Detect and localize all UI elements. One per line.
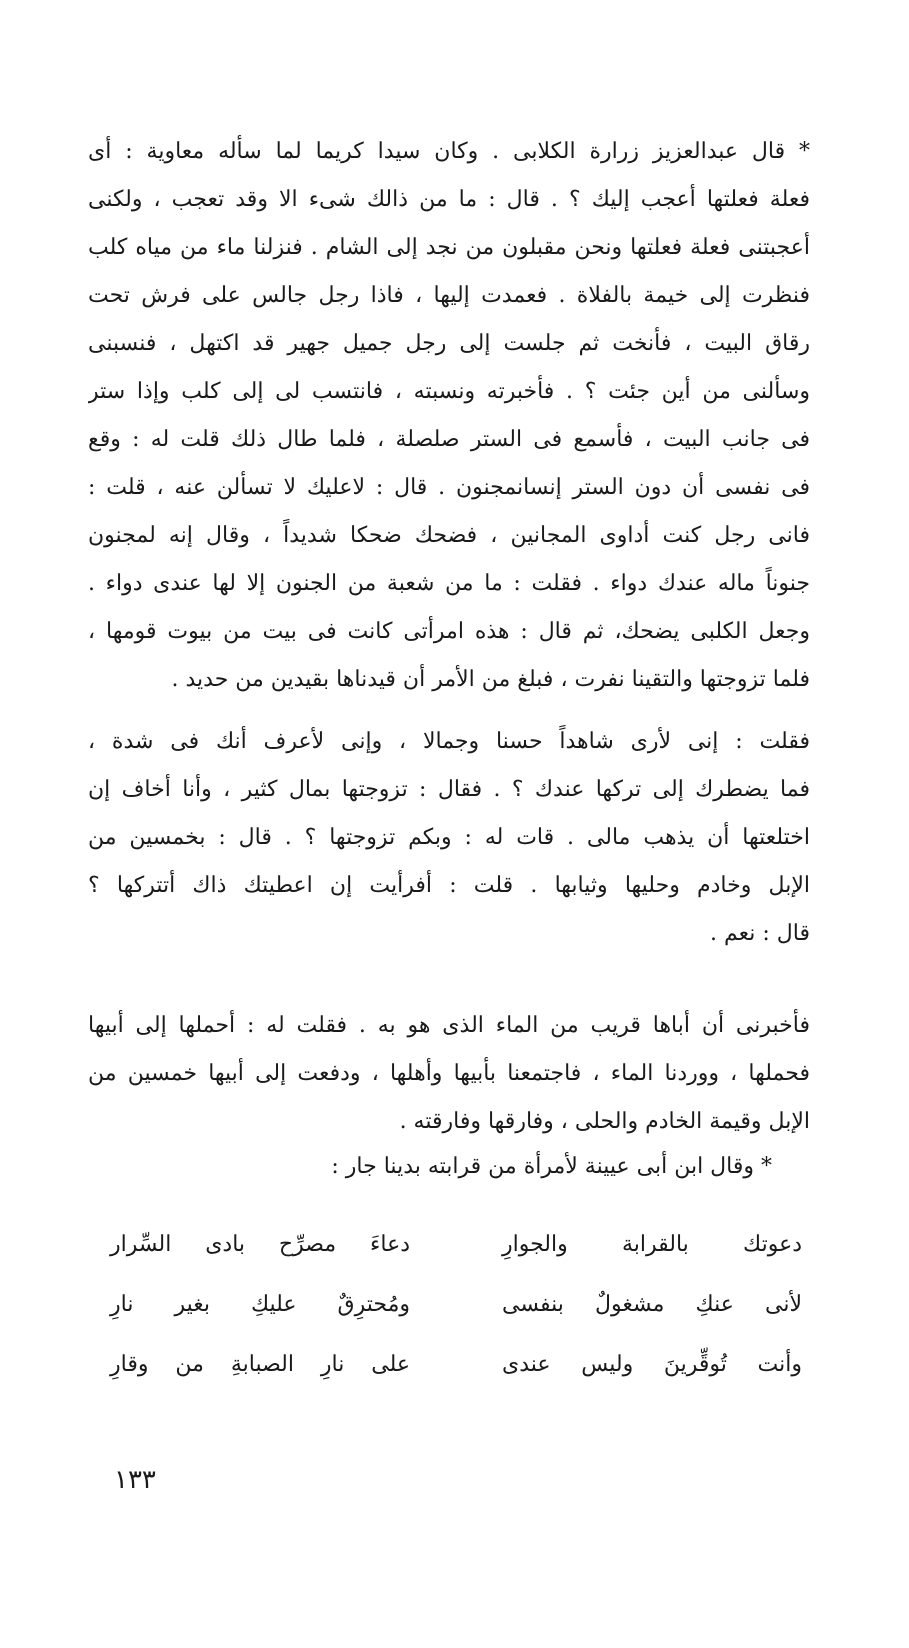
text-line: فى نفسى أن دون الستر إنسانمجنون . قال : لاعليك لا تسألن عنه ، قلت :: [88, 475, 810, 500]
text-line: اختلعتها أن يذهب مالى . قات له : وبكم تزوجتها ؟ . قال : بخمسين من: [88, 825, 810, 850]
text-line: قال : نعم .: [710, 921, 810, 946]
text-line: رقاق البيت ، فأنخت ثم جلست إلى رجل جميل جهير قد اكتهل ، فنسبنى: [88, 331, 810, 356]
text-line: فانى رجل كنت أداوى المجانين ، فضحك ضحكا شديداً ، وقال إنه لمجنون: [88, 523, 810, 548]
text-line: فقلت : إنى لأرى شاهداً حسنا وجمالا ، وإنى لأعرف أنك فى شدة ،: [88, 729, 810, 754]
text-line: فى جانب البيت ، فأسمع فى الستر صلصلة ، فلما طال ذلك قلت له : وقع: [88, 427, 810, 452]
text-line: وسألنى من أين جئت ؟ . فأخبرته ونسبته ، فانتسب لى إلى كلب وإذا ستر: [88, 379, 810, 404]
text-line: فلما تزوجتها والتقينا نفرت ، فبلغ من الأمر أن قيدناها بقيدين من حديد .: [171, 667, 810, 692]
verse-first-hemistich: وأنت تُوقِّرينَ وليس عندى: [502, 1352, 802, 1377]
verse-second-hemistich: ومُحترِقٌ عليكِ بغير نارِ: [110, 1292, 410, 1317]
text-line: فعلة فعلتها أعجب إليك ؟ . قال : ما من ذالك شىء الا وقد تعجب ، ولكنى: [88, 187, 810, 212]
text-line: فأخبرنى أن أباها قريب من الماء الذى هو به . فقلت له : أحملها إلى أبيها: [88, 1013, 810, 1038]
text-line: الإبل وخادم وحليها وثيابها . قلت : أفرأيت إن اعطيتك ذاك أتتركها ؟: [88, 873, 810, 898]
paragraph-2: [88, 718, 810, 958]
poem: [110, 1225, 802, 1405]
verse-second-hemistich: دعاءَ مصرِّح بادى السِّرار: [110, 1232, 410, 1257]
text-line: الإبل وقيمة الخادم والحلى ، وفارقها وفارقته .: [399, 1109, 810, 1134]
text-line: فنظرت إلى خيمة بالفلاة . فعمدت إليها ، فاذا رجل جالس على فرش تحت: [88, 283, 810, 308]
text-line: * قال عبدالعزيز زرارة الكلابى . وكان سيدا كريما لما سأله معاوية : أى: [88, 139, 810, 164]
text-line: جنوناً ماله عندك دواء . فقلت : ما من شعبة من الجنون إلا لها عندى دواء .: [88, 571, 810, 596]
poem-verse: [110, 1345, 802, 1405]
poem-verse: [110, 1285, 802, 1345]
text-line: فحملها ، ووردنا الماء ، فاجتمعنا بأبيها وأهلها ، ودفعت إلى أبيها خمسين من: [88, 1061, 810, 1086]
text-line: فما يضطرك إلى تركها عندك ؟ . فقال : تزوجتها بمال كثير ، وأنا أخاف إن: [88, 777, 810, 802]
text-line: أعجبتنى فعلة فعلتها ونحن مقبلون من نجد إلى الشام . فنزلنا ماء من مياه كلب: [88, 235, 810, 260]
poem-verse: [110, 1225, 802, 1285]
text-line: وجعل الكلبى يضحك، ثم قال : هذه امرأتى كانت فى بيت من بيوت قومها ،: [88, 619, 810, 644]
paragraph-1: [88, 128, 810, 704]
verse-first-hemistich: دعوتك بالقرابة والجوارِ: [502, 1232, 802, 1257]
verse-first-hemistich: لأنى عنكِ مشغولٌ بنفسى: [502, 1292, 802, 1317]
poem-intro: * وقال ابن أبى عيينة لأمرأة من قرابته بدينا جار :: [331, 1154, 772, 1179]
page-number: ١٣٣: [114, 1465, 156, 1495]
paragraph-3: [88, 1002, 810, 1146]
verse-second-hemistich: على نارِ الصبابةِ من وقارِ: [110, 1352, 410, 1377]
